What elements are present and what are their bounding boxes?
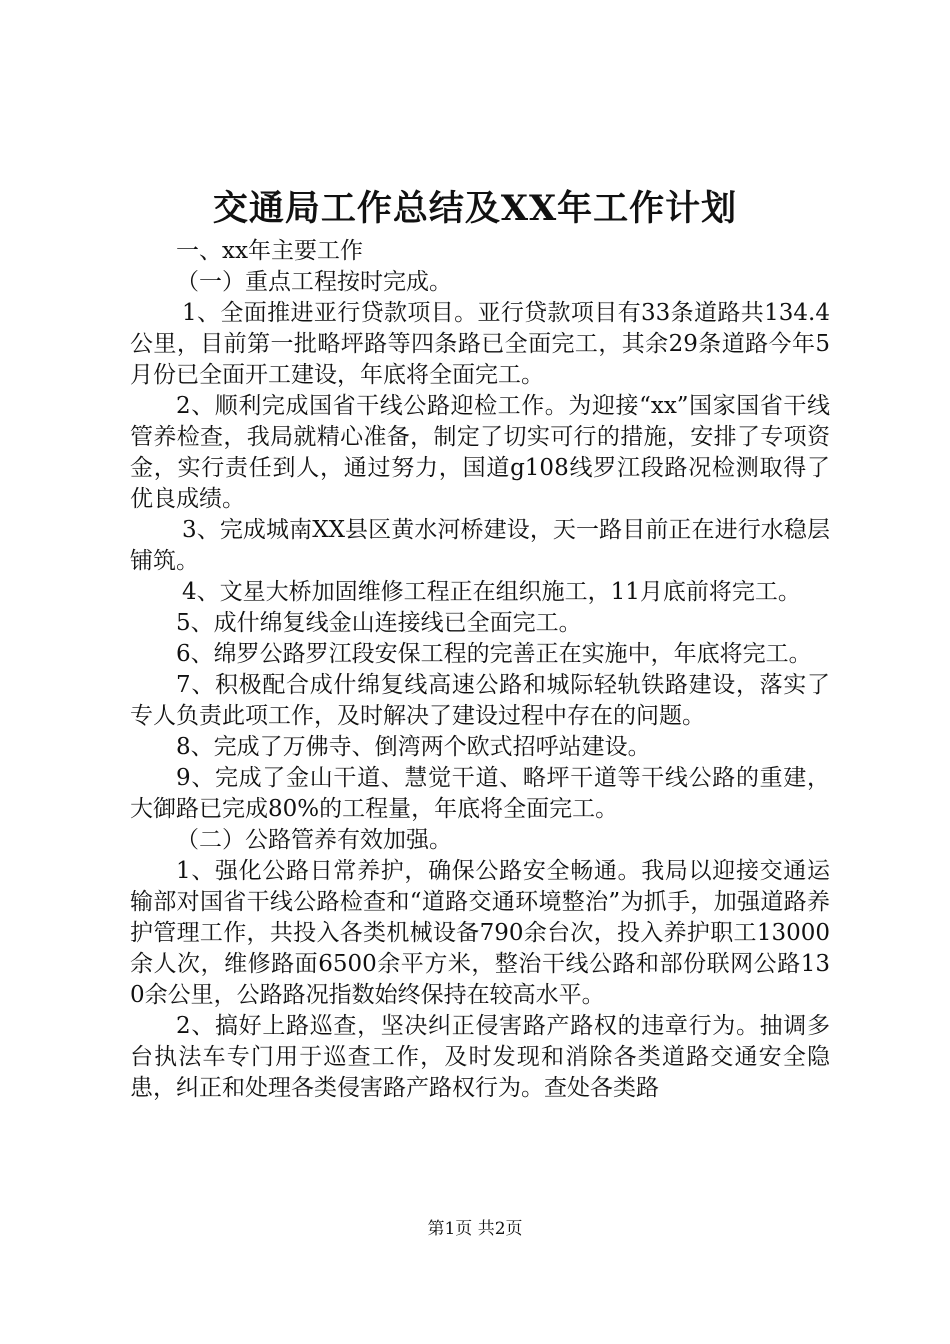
page-footer: 第1页 共2页 xyxy=(427,1219,523,1239)
paragraph: 1、全面推进亚行贷款项目。亚行贷款项目有33条道路共134.4公里，目前第一批略坪路等四条路已全面完工，其余29条道路今年5月份已全面开工建设，年底将全面完工。 xyxy=(130,300,830,388)
section-heading: 一、xx年主要工作 xyxy=(176,238,363,264)
subsection-heading: （二）公路管养有效加强。 xyxy=(176,827,452,853)
paragraph: 6、绵罗公路罗江段安保工程的完善正在实施中，年底将完工。 xyxy=(176,641,812,667)
paragraph: 1、强化公路日常养护，确保公路安全畅通。我局以迎接交通运输部对国省干线公路检查和“道路交通环境整治”为抓手，加强道路养护管理工作，共投入各类机械设备790余台次，投入养护职工13000余人次，维修路面6500余平方米，整治干线公路和部份联网公路130余公里，公路路况指数始终保持在较高水平。 xyxy=(130,858,830,1008)
paragraph: 8、完成了万佛寺、倒湾两个欧式招呼站建设。 xyxy=(176,734,651,760)
paragraph: 9、完成了金山干道、慧觉干道、略坪干道等干线公路的重建，大御路已完成80%的工程量，年底将全面完工。 xyxy=(130,765,830,822)
paragraph: 2、搞好上路巡查，坚决纠正侵害路产路权的违章行为。抽调多台执法车专门用于巡查工作，及时发现和消除各类道路交通安全隐患，纠正和处理各类侵害路产路权行为。查处各类路 xyxy=(130,1013,830,1101)
document-title: 交通局工作总结及XX年工作计划 xyxy=(212,188,738,229)
paragraph: 7、积极配合成什绵复线高速公路和城际轻轨铁路建设，落实了专人负责此项工作，及时解决了建设过程中存在的问题。 xyxy=(130,672,830,729)
subsection-heading: （一）重点工程按时完成。 xyxy=(176,269,452,295)
paragraph: 2、顺利完成国省干线公路迎检工作。为迎接“xx”国家国省干线管养检查，我局就精心准备，制定了切实可行的措施，安排了专项资金，实行责任到人，通过努力，国道g108线罗江段路况检测取得了优良成绩。 xyxy=(130,393,830,512)
paragraph: 5、成什绵复线金山连接线已全面完工。 xyxy=(176,610,582,636)
paragraph: 4、文星大桥加固维修工程正在组织施工，11月底前将完工。 xyxy=(182,579,801,605)
document-body xyxy=(130,236,830,1104)
paragraph: 3、完成城南XX县区黄水河桥建设，天一路目前正在进行水稳层铺筑。 xyxy=(130,517,830,574)
